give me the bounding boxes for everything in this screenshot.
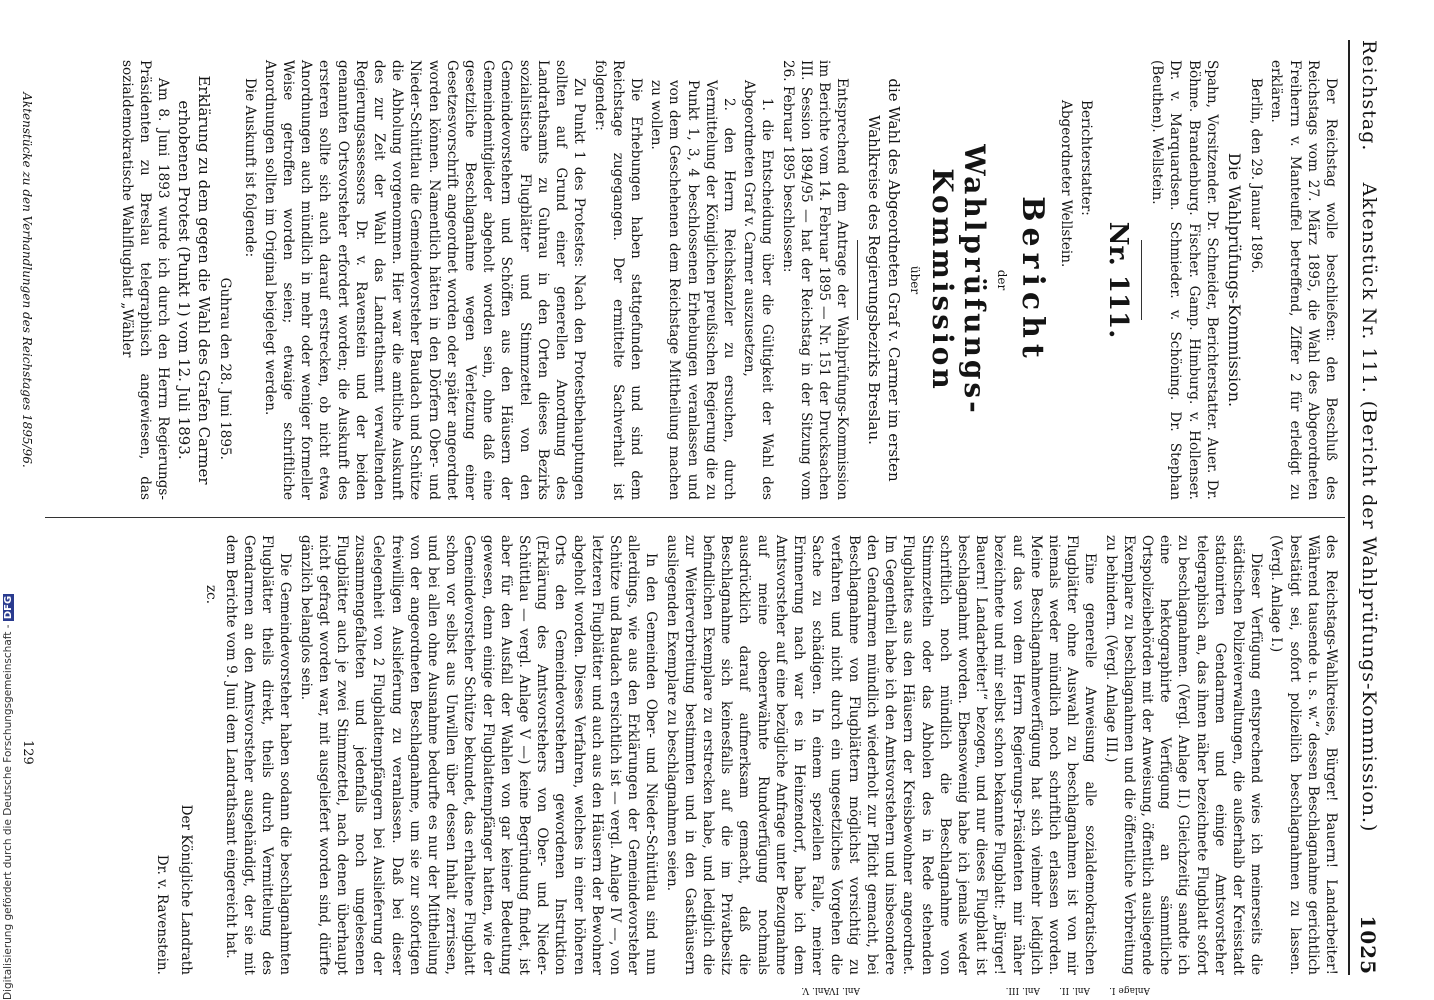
dfg-logo: DFG <box>3 595 14 620</box>
list-item: 1. die Entscheidung über die Gültigkeit der Wahl des Abgeordneten Graf v. Carmer auszusetzen, <box>741 80 776 500</box>
separator <box>1141 240 1142 320</box>
left-column <box>116 60 1340 500</box>
credit-text: Digitalisierung gefördert durch die Deutsche Forschungsgemeinschaft - <box>2 624 14 1000</box>
date-place: Berlin, den 29. Januar 1896. <box>1248 78 1265 274</box>
footer-page-number: 129 <box>20 740 35 765</box>
paragraph: Zu Punkt 1 des Protestes: Nach den Protestbehauptungen sollten auf Grund einer generellen Anordnung des Landrathsamts zu Guhrau in den Orten dieses Bezirks sozialistische Flugblätter und Stimmzettel von den Gemeindevorstehern und Schöffen aus den Häusern der Gemeindemitglieder abgeholt worden sein, ohne daß eine gesetzliche Beschlagnahme wegen Verletzung einer Gesetzesvorschrift angeordnet worden oder später angeordnet worden können. Namentlich hätten in den Dörfern Ober- und Nieder-Schüttlau die Gemeindevorsteher Baudach und Schütze die Abholung vorgenommen. Hier war die amtliche Auskunft des zur Zeit der Wahl das Landrathsamt verwaltenden Regierungsassessors Dr. v. Ravenstein und der beiden genannten Ortsvorsteher erfordert worden; die Auskunft des ersteren sollte sich auch darauf erstrecken, ob nicht etwa Anordnungen auch mündlich in mehr oder weniger formeller Weise getroffen worden seien; etwaige schriftliche Anordnungen sollten im Original beigelegt werden. <box>261 60 588 500</box>
header-rule <box>1348 40 1350 975</box>
title-ueber: über <box>908 265 923 295</box>
right-column <box>151 535 1340 975</box>
signature-title: Der Königliche Landrath <box>178 804 195 975</box>
paragraph: In den Gemeinden Ober- und Nieder-Schüttlau sind nun allerdings, wie aus den Erklärungen der Gemeindevorsteher Schütze und Baudach ersichtlich ist — vergl. Anlage IV —, von letzteren Flugblätter und auch aus den Häusern der Bewohner abgeholt worden. Dieses Verfahren, welches in einer höheren Orts den Gemeindevorstehern gewordenen Instruktion (Erklärung des Amtsvorstehers von Ober- und Nieder-Schüttlau — vergl. Anlage V —) keine Begründung findet, ist aber für den Ausfall der Wahlen von gar keiner Bedeutung gewesen, denn einige der Flugblattempfänger hatten, wie der Gemeindevorsteher Schütze bekundet, das erhaltene Flugblatt schon vor selbst aus Unwillen über dessen Inhalt zerrissen, und bei allen ohne Ausnahme bedurfte es nur der Mittheilung von der angeordneten Beschlagnahme, um sie zur sofortigen freiwilligen Auslieferung zu veranlassen. Daß bei dieser Gelegenheit von 2 Flugblattempfängern bei Auslieferung der zusammengefalteten und jedenfalls noch ungelesenen Flugblätter auch je zwei Stimmzettel, nach denen überhaupt nicht gefragt worden war, mit ausgeliefert worden sind, dürfte gänzlich belanglos sein. <box>297 535 660 975</box>
margin-note: Anlage I. <box>1109 985 1150 995</box>
margin-note: Anl. III. <box>1005 985 1040 995</box>
margin-note: Anl. V. <box>801 985 830 995</box>
paragraph: Dieser Verfügung entsprechend wies ich meinerseits die städtischen Polizeiverwaltungen, die außerhalb der Kreisstadt stationirten Gendarmen und einige Amtsvorsteher telegraphisch an, das ihnen näher bezeichnete Flugblatt sofort zu beschlagnahmen. (Vergl. Anlage II.) Gleichzeitig sandte ich eine hektographirte Verfügung an sämmtliche Ortspolizeibehörden mit der Anweisung, öffentlich ausliegende Exemplare zu beschlagnahmen und die öffentliche Verbreitung zu behindern. (Vergl. Anlage III.) <box>1102 535 1265 975</box>
dateline: Guhrau den 28. Juni 1895. <box>217 277 234 460</box>
paragraph: Eine generelle Anweisung alle sozialdemokratischen Flugblätter ohne Auswahl zu beschlagnahmen ist von mir niemals weder mündlich noch schriftlich erlassen worden. Meine Beschlagnahmeverfügung hat sich vielmehr lediglich auf das von dem Herrn Regierungs-Präsidenten mir näher bezeichnete und mir selbst schon bekannte Flugblatt: „Bürger! Bauern! Landarbeiter!“ bezogen, und nur dieses Flugblatt ist beschlagnahmt worden. Ebensowenig habe ich jemals weder schriftlich noch mündlich die Beschlagnahme von Stimmzetteln oder das Abholen des in Rede stehenden Flugblattes aus den Häusern der Kreisbewohner angeordnet. Im Gegentheil habe ich den Amtsvorstehern und insbesondere den Gendarmen mündlich wiederholt zur Pflicht gemacht, bei Beschlagnahme von Flugblättern möglichst vorsichtig zu verfahren und nicht durch ein ungesetzliches Vorgehen die Sache zu schädigen. In einem speziellen Falle, meiner Erinnerung nach war es in Heinzendorf, habe ich dem Amtsvorsteher auf eine bezügliche Anfrage unter Bezugnahme auf meine obenerwähnte Rundverfügung nochmals ausdrücklich darauf aufmerksam gemacht, daß die Beschlagnahme sich keinesfalls auf die im Privatbesitz befindlichen Exemplare zu erstrecken habe, und lediglich die zur Weiterverbreitung bestimmten und in den Gasthäusern ausliegenden Exemplare zu beschlagnahmen seien. <box>663 535 1099 975</box>
header-page-number: 1025 <box>1356 915 1380 975</box>
reporter-label: Berichterstatter: <box>1077 100 1094 216</box>
margin-note: Anl. IV. <box>827 985 860 995</box>
commission-title: Wahlprüfungs-Kommission <box>926 144 992 416</box>
report-title: Bericht <box>1014 196 1050 364</box>
intro-text: Der Reichstag wolle beschließen: den Beschluß des Reichstags vom 27. März 1895, die Wahl des Abgeordneten Freiherrn v. Manteuffel betreffend, Ziffer 2 für erledigt zu erklären. <box>1268 60 1339 500</box>
paragraph: Die Erhebungen haben stattgefunden und sind dem Reichstage zugegangen. Der ermittelte Sachverhalt ist folgender: <box>591 60 644 500</box>
digitization-credit <box>2 594 14 1000</box>
report-subject: die Wahl des Abgeordneten Graf v. Carmer im ersten Wahlkreise des Regierungsbezirks Breslau. <box>865 78 904 482</box>
commission-name: Die Wahlprüfungs-Kommission. <box>1224 152 1244 408</box>
document-number: Nr. 111. <box>1102 221 1133 339</box>
header-left: Reichstag. <box>1358 40 1380 152</box>
list-item: 2. den Herrn Reichskanzler zu ersuchen, durch Vermittelung der Königlichen preußischen Regierung die zu Punkt 1, 3, 4 beschlossenen Erhebungen veranlassen und von dem Geschehenen dem Reichstage Mittheilung machen zu wollen. <box>648 80 737 500</box>
commission-members: Spahn, Vorsitzender. Dr. Schneider, Berichterstatter. Auer. Dr. Böhme. Brandenburg. Fischer. Gamp. Himburg. v. Hollenser. Dr. v. Marquardsen. Schmieder. v. Schöning. Dr. Stephan (Beuthen). Wellstein. <box>1149 60 1220 500</box>
paragraph: Entsprechend dem Antrage der Wahlprüfungs-Kommission im Berichte vom 14. Februar 1895 — Nr. 151 der Drucksachen III. Session 1894/95 — hat der Reichstag in der Sitzung vom 26. Februar 1895 beschlossen: <box>779 60 851 500</box>
paragraph: Die Gemeindevorsteher haben sodann die beschlagnahmten Flugblätter theils direkt, theils durch Vermittelung des Gendarmen an den Amtsvorsteher ausgehändigt, der sie mit dem Berichte vom 9. Juni dem Landrathsamt eingereicht hat. <box>222 535 294 975</box>
footer-text: Aktenstücke zu den Verhandlungen des Reichstages 1895/96. <box>20 92 34 468</box>
reporter-name: Abgeordneter Wellstein. <box>1057 100 1074 268</box>
margin-note: Anl. II. <box>1059 985 1090 995</box>
declaration-title: Erklärung zu dem gegen die Wahl des Grafen Carmer erhobenen Protest (Punkt 1) vom 12. Juli 1893. <box>175 75 214 485</box>
title-der: der <box>994 269 1009 291</box>
paragraph: Die Auskunft ist folgende: <box>241 78 258 258</box>
paragraph: Am 8. Juni 1893 wurde ich durch den Herrn Regierungs-Präsidenten zu Breslau telegraphisch angewiesen, das sozialdemokratische Wahlflugblatt „Wähler <box>118 60 172 500</box>
header-center: Aktenstück Nr. 111. (Bericht der Wahlprüfungs-Kommission.) <box>1358 182 1380 833</box>
etc-mark: zc. <box>202 585 219 605</box>
paragraph: des Reichstags-Wahlkreises, Bürger! Bauern! Landarbeiter! Während tausende u. s. w.“ dessen Beschlagnahme gerichtlich bestätigt sei, sofort polizeilich beschlagnahmen zu lassen. (Vergl. Anlage I.) <box>1268 535 1339 975</box>
signature-name: Dr. v. Ravenstein. <box>154 854 171 975</box>
separator <box>857 240 858 320</box>
column-divider <box>45 517 1345 518</box>
